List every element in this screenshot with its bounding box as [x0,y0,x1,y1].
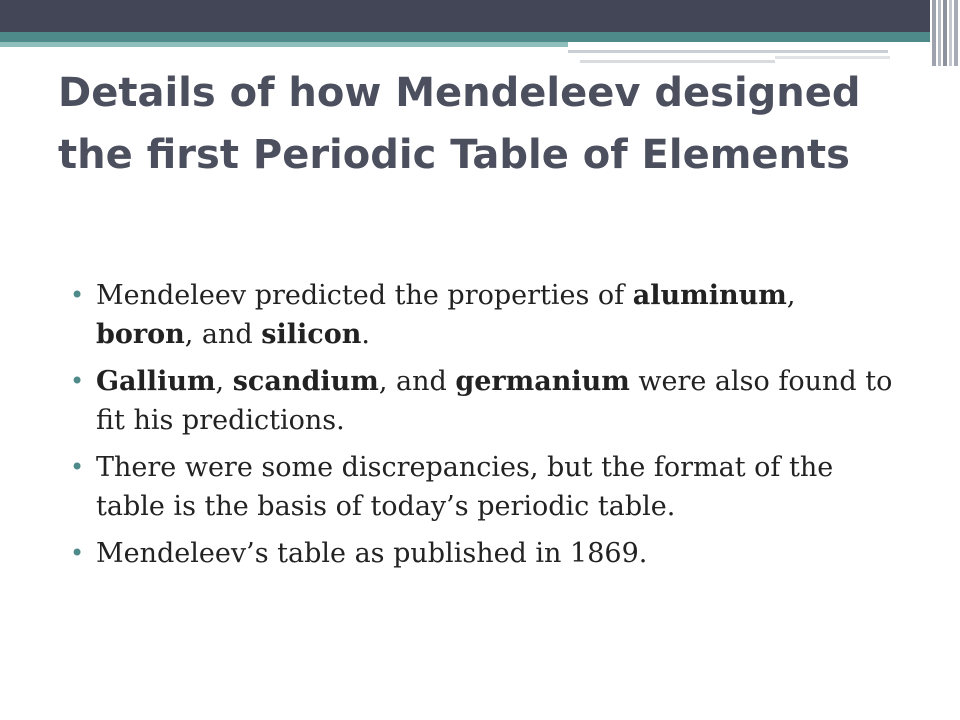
corner-pillar [949,0,952,66]
bullet-dot: • [70,281,85,309]
text-run: , [786,280,796,311]
bullet-item [70,448,900,526]
bullet-text: There were some discrepancies, but the format of the table is the basis of today’s periodic table. [96,452,834,522]
text-run: were also found to fit his predictions. [96,366,893,436]
text-run: . [361,319,370,350]
bullet-text: Mendeleev’s table as published in 1869. [96,538,648,569]
bullet-dot: • [70,453,85,481]
text-run: , and [378,366,456,397]
bold-term-boron: boron [96,319,185,350]
header-band-light-teal [0,42,568,47]
bold-term-germanium: germanium [455,366,630,397]
text-run: Mendeleev predicted the properties of [96,280,633,311]
bullet-item [70,534,900,573]
text-run: , [215,366,233,397]
bold-term-scandium: scandium [232,366,379,397]
bullet-text [96,280,795,350]
bold-term-silicon: silicon [261,319,362,350]
bold-term-gallium: Gallium [96,366,216,397]
bullet-item [70,362,900,440]
corner-pillar [932,0,936,66]
bullet-dot: • [70,539,85,567]
header-band-dark [0,0,960,32]
bullet-dot: • [70,367,85,395]
header-line-gray-3 [775,56,890,59]
corner-pillar [943,0,947,66]
text-run: , and [184,319,262,350]
header-line-gray-1 [568,50,888,53]
bullet-list [70,276,900,581]
slide-title: Details of how Mendeleev designed the first Periodic Table of Elements [58,70,861,178]
corner-pillar [954,0,958,66]
bold-term-aluminum: aluminum [632,280,787,311]
header-band-teal [0,32,960,42]
bullet-item [70,276,900,354]
corner-pillar [938,0,941,66]
bullet-text [96,366,892,436]
header-band-white-strip [568,42,960,50]
